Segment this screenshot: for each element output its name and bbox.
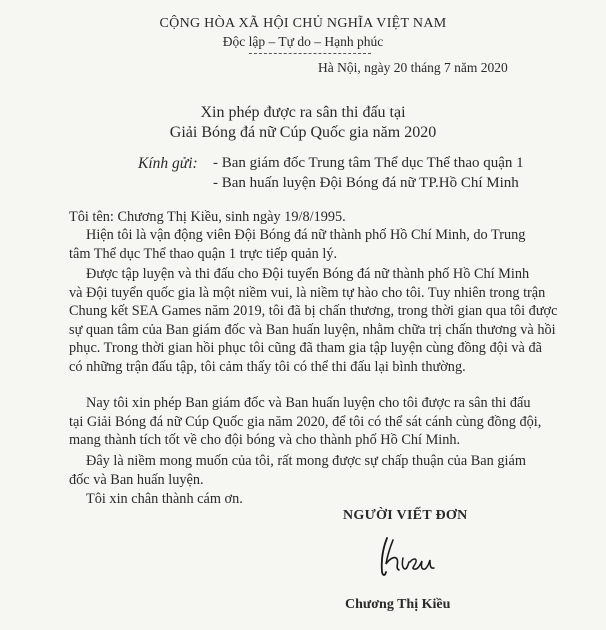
sender-name: Chương Thị Kiều <box>345 597 451 612</box>
paragraph-line: mang thành tích tốt về cho đội bóng và cho thành phố Hồ Chí Minh. <box>69 432 461 448</box>
national-header: CỘNG HÒA XÃ HỘI CHỦ NGHĨA VIỆT NAM <box>159 16 447 31</box>
paragraph-line: Đây là niềm mong muốn của tôi, rất mong được sự chấp thuận của Ban giám <box>86 453 526 469</box>
national-motto: Độc lập – Tự do – Hạnh phúc <box>222 34 384 49</box>
header-divider <box>249 53 371 54</box>
paragraph-line: phục. Trong thời gian hồi phục tôi cũng đã tham gia tập luyện cùng đồng đội và đã <box>69 340 542 356</box>
paragraph-line: và Đội tuyển quốc gia là một niềm vui, là niềm tự hào cho tôi. Tuy nhiên trong trận <box>69 284 546 301</box>
letter-title-line-1: Xin phép được ra sân thi đấu tại <box>200 104 406 121</box>
paragraph-line: có những trận đấu tập, tôi cảm thấy tôi có thể thi đấu lại bình thường. <box>69 358 466 375</box>
recipient-item: - Ban huấn luyện Đội Bóng đá nữ TP.Hồ Chí Minh <box>213 175 519 191</box>
paragraph-request <box>69 394 547 450</box>
handwritten-signature <box>373 532 443 580</box>
paragraph-injury <box>69 265 558 376</box>
paragraph-line: Nay tôi xin phép Ban giám đốc và Ban huấn luyện cho tôi được ra sân thi đấu <box>86 395 531 411</box>
recipient-item: - Ban giám đốc Trung tâm Thể dục Thể thao quận 1 <box>213 155 524 171</box>
paragraph-line: đốc và Ban huấn luyện. <box>69 471 204 488</box>
closing-text: Tôi xin chân thành cám ơn. <box>86 491 243 507</box>
paragraph-line: sự quan tâm của Ban giám đốc và Ban huấn luyện, nhằm chữa trị chấn thương và hồi <box>69 321 556 338</box>
intro-line: Tôi tên: Chương Thị Kiều, sinh ngày 19/8/1995. <box>69 209 346 225</box>
paragraph-line: Hiện tôi là vận động viên Đội Bóng đá nữ thành phố Hồ Chí Minh, do Trung <box>86 227 526 243</box>
closing-line <box>69 490 547 509</box>
recipients-label: Kính gửi: <box>138 155 198 172</box>
paragraph-wish <box>69 452 547 489</box>
paragraph-line: Được tập luyện và thi đấu cho Đội tuyển Bóng đá nữ thành phố Hồ Chí Minh <box>86 266 530 282</box>
paragraph-line: tại Giải Bóng đá nữ Cúp Quốc gia năm 2020, để tôi có thể sát cánh cùng đồng đội, <box>69 413 542 430</box>
letter-title-line-2: Giải Bóng đá nữ Cúp Quốc gia năm 2020 <box>169 124 437 141</box>
place-date: Hà Nội, ngày 20 tháng 7 năm 2020 <box>318 60 508 75</box>
sender-title: NGƯỜI VIẾT ĐƠN <box>343 508 468 523</box>
paragraph-employment <box>69 226 547 263</box>
paragraph-line: Chung kết SEA Games năm 2019, tôi đã bị chấn thương, trong thời gian qua tôi được <box>69 303 558 319</box>
paragraph-line: tâm Thể dục Thể thao quận 1 trực tiếp quản lý. <box>69 245 338 262</box>
